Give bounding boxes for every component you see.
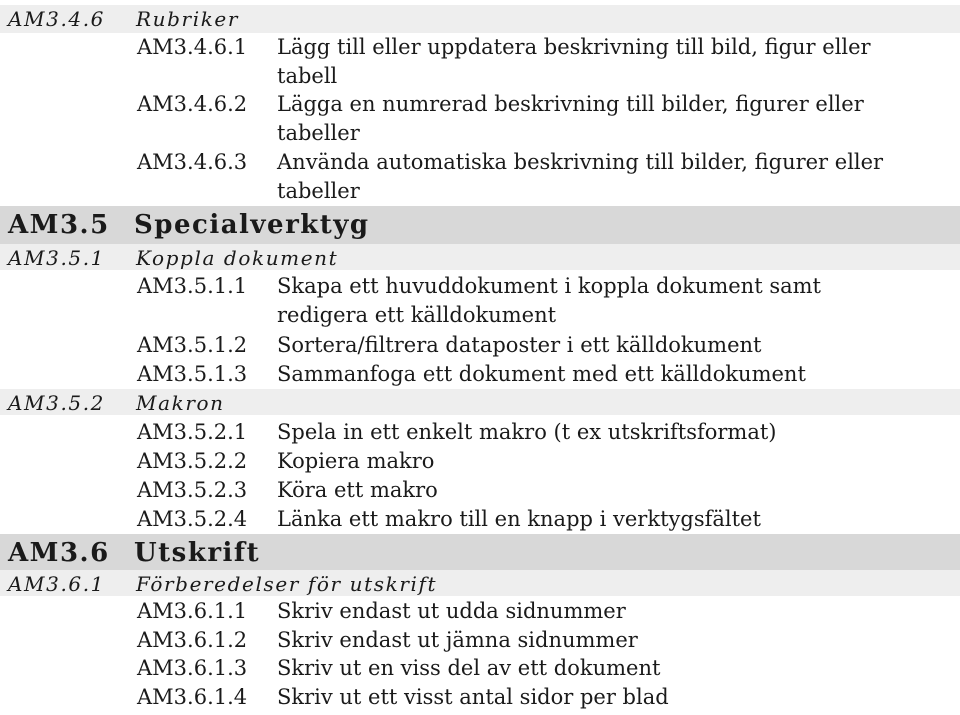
section-heading (0, 206, 960, 244)
heading-title: Förberedelser för utskrift (136, 572, 438, 596)
list-item (0, 331, 960, 360)
item-code: AM3.5.2.2 (137, 449, 248, 473)
item-text-line: Lägg till eller uppdatera beskrivning till bild, figur eller (277, 35, 871, 59)
item-code: AM3.5.2.4 (137, 507, 248, 531)
heading-title: Rubriker (136, 7, 240, 31)
item-text-line: Sammanfoga ett dokument med ett källdokument (277, 362, 806, 386)
list-item (0, 148, 960, 206)
subsection-heading (0, 570, 960, 596)
list-item (0, 683, 960, 712)
subsection-heading (0, 389, 960, 415)
item-text (277, 447, 927, 476)
item-text (277, 148, 927, 206)
heading-code: AM3.6 (8, 538, 110, 568)
item-text-line: Lägga en numrerad beskrivning till bilder, figurer eller (277, 92, 864, 116)
item-code: AM3.6.1.3 (137, 656, 248, 680)
item-text-line: Länka ett makro till en knapp i verktygsfältet (277, 507, 761, 531)
item-code: AM3.5.2.1 (137, 420, 248, 444)
item-text-line: Skriv ut ett visst antal sidor per blad (277, 685, 669, 709)
item-code: AM3.5.1.3 (137, 362, 248, 386)
heading-title: Koppla dokument (136, 246, 339, 270)
list-item (0, 90, 960, 148)
item-text-line: Köra ett makro (277, 478, 438, 502)
item-code: AM3.4.6.3 (137, 150, 248, 174)
item-code: AM3.6.1.2 (137, 628, 248, 652)
item-text-line: tabeller (277, 121, 360, 145)
item-text (277, 626, 927, 655)
item-text (277, 418, 927, 447)
list-item (0, 418, 960, 447)
item-text-line: Sortera/filtrera dataposter i ett källdokument (277, 333, 762, 357)
list-item (0, 447, 960, 476)
item-text (277, 654, 927, 683)
heading-code: AM3.5 (8, 210, 110, 240)
item-text (277, 272, 927, 330)
item-text (277, 90, 927, 148)
item-text (277, 360, 927, 389)
item-text-line: Skriv ut en viss del av ett dokument (277, 656, 661, 680)
list-item (0, 654, 960, 683)
item-text (277, 476, 927, 505)
item-text (277, 33, 927, 91)
item-text (277, 331, 927, 360)
heading-code: AM3.5.1 (8, 246, 106, 270)
item-text-line: Skapa ett huvuddokument i koppla dokument samt (277, 274, 821, 298)
item-code: AM3.6.1.1 (137, 599, 248, 623)
item-text-line: tabeller (277, 179, 360, 203)
item-text (277, 597, 927, 626)
section-heading (0, 534, 960, 570)
item-code: AM3.6.1.4 (137, 685, 248, 709)
heading-title: Utskrift (134, 538, 261, 568)
item-code: AM3.5.1.2 (137, 333, 248, 357)
item-text-line: Skriv endast ut udda sidnummer (277, 599, 626, 623)
heading-code: AM3.5.2 (8, 391, 106, 415)
item-text (277, 683, 927, 712)
list-item (0, 476, 960, 505)
heading-code: AM3.4.6 (8, 7, 106, 31)
list-item (0, 33, 960, 91)
list-item (0, 597, 960, 626)
item-text-line: Skriv endast ut jämna sidnummer (277, 628, 638, 652)
list-item (0, 626, 960, 655)
item-code: AM3.5.2.3 (137, 478, 248, 502)
heading-title: Makron (136, 391, 225, 415)
item-text (277, 505, 927, 534)
list-item (0, 360, 960, 389)
item-text-line: tabell (277, 64, 338, 88)
subsection-heading (0, 244, 960, 270)
item-code: AM3.4.6.2 (137, 92, 248, 116)
item-code: AM3.5.1.1 (137, 274, 248, 298)
heading-code: AM3.6.1 (8, 572, 106, 596)
item-text-line: Använda automatiska beskrivning till bilder, figurer eller (277, 150, 884, 174)
item-text-line: redigera ett källdokument (277, 303, 557, 327)
subsection-heading (0, 5, 960, 33)
item-text-line: Spela in ett enkelt makro (t ex utskriftsformat) (277, 420, 777, 444)
list-item (0, 505, 960, 534)
item-text-line: Kopiera makro (277, 449, 435, 473)
item-code: AM3.4.6.1 (137, 35, 248, 59)
list-item (0, 272, 960, 330)
heading-title: Specialverktyg (134, 210, 370, 240)
